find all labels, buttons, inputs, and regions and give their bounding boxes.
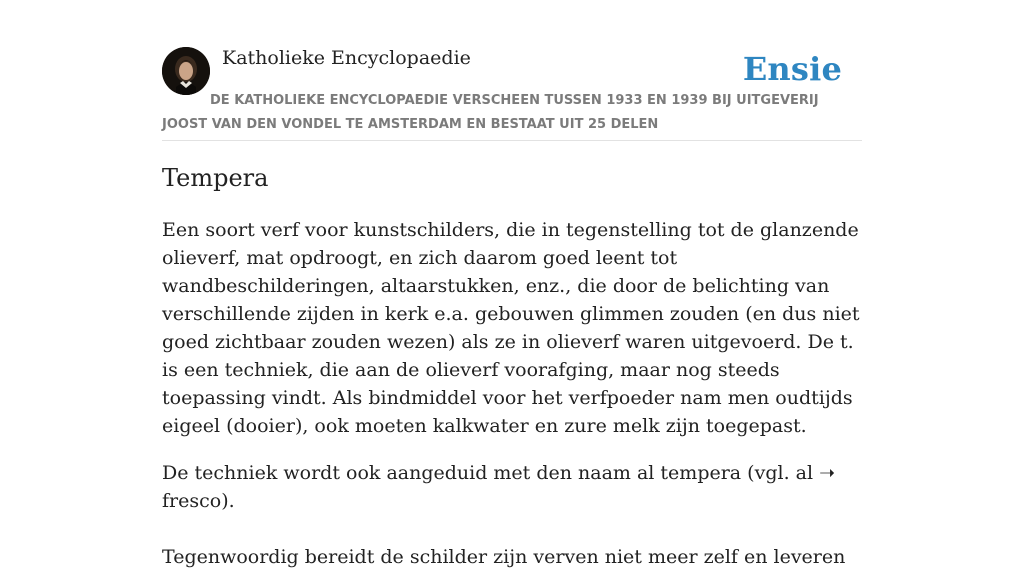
article-paragraph: Een soort verf voor kunstschilders, die in tegenstelling tot de glanzende olieverf, mat opdroogt, en zich daarom goed leent tot wandbeschilderingen, altaarstukken, enz., die door de belichting van verschillende zijden in kerk e.a. gebouwen glimmen zouden (en dus niet goed zichtbaar zouden wezen) als ze in olieverf waren uitgevoerd. De t. is een techniek, die aan de olieverf voorafging, maar nog steeds toepassing vindt. Als bindmiddel voor het verfpoeder nam men oudtijds eigeel (dooier), ook moeten kalkwater en zure melk zijn toegepast.: [162, 219, 860, 437]
article-paragraph: [162, 459, 862, 515]
article-paragraph: Tegenwoordig bereidt de schilder zijn verven niet meer zelf en leveren: [162, 546, 846, 568]
source-description: DE KATHOLIEKE ENCYCLOPAEDIE VERSCHEEN TUSSEN 1933 EN 1939 BIJ UITGEVERIJ JOOST VAN DEN VONDEL TE AMSTERDAM EN BESTAAT UIT 25 DELEN: [162, 93, 819, 132]
paragraph-text: De techniek wordt ook aangeduid met den naam al tempera (vgl. al: [162, 462, 820, 484]
portrait-icon: [162, 47, 210, 95]
arrow-right-icon: ➝: [819, 462, 836, 484]
source-header: [162, 0, 862, 141]
source-title[interactable]: Katholieke Encyclopaedie: [222, 47, 471, 69]
crossref-link-fresco[interactable]: fresco: [162, 490, 222, 512]
article-title: Tempera: [162, 164, 269, 192]
source-avatar[interactable]: [162, 47, 210, 95]
page-container: [162, 0, 862, 568]
article-body: [162, 216, 862, 571]
paragraph-text: ).: [221, 490, 235, 512]
ensie-logo[interactable]: Ensie: [742, 50, 842, 88]
